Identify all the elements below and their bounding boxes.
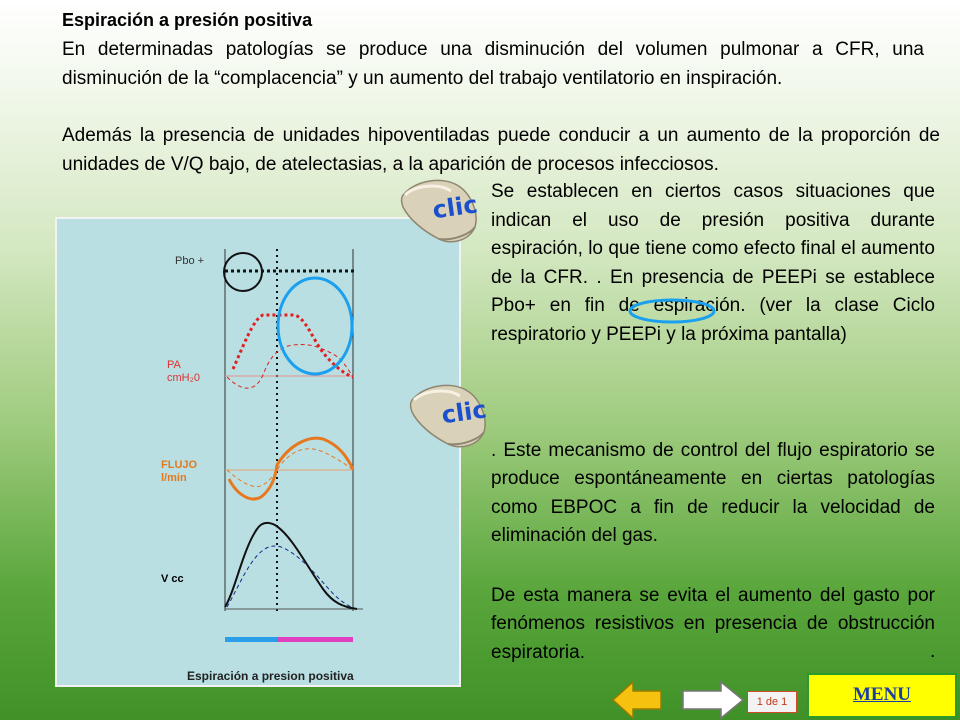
paragraph-conclusion: De esta manera se evita el aumento del gasto por fenómenos resistivos en presencia de obstrucción espiratoria. <box>491 585 935 663</box>
paragraph-flow-control: . Este mecanismo de control del flujo espiratorio se produce espontáneamente en ciertas patologías como EBPOC a fin de reducir la velocidad de eliminación del gas. <box>491 440 935 547</box>
pa-label-text: PA <box>167 359 181 371</box>
paragraph-intro: En determinadas patologías se produce una disminución del volumen pulmonar a CFR, una disminución de la “complacencia” y un aumento del trabajo ventilatorio en inspiración. <box>62 39 924 89</box>
expiration-phase-bar <box>277 637 353 642</box>
previous-slide-button[interactable] <box>611 680 663 720</box>
pa-peep-highlight-oval <box>278 278 352 374</box>
clic-label: clic <box>439 395 489 430</box>
clic-button-1[interactable] <box>395 173 485 253</box>
flow-label-text: FLUJO <box>161 459 198 471</box>
volume-label: V cc <box>161 573 184 585</box>
volume-peep-curve <box>225 523 357 609</box>
arrow-left-icon <box>611 680 663 720</box>
mouse-icon <box>404 378 494 458</box>
next-slide-button[interactable] <box>681 680 745 720</box>
pa-unit-text: cmH₂0 <box>167 372 200 384</box>
flow-label <box>161 459 197 485</box>
end-mark: . <box>930 641 936 662</box>
paragraph-positive-pressure: Se establecen en ciertos casos situaciones que indican el uso de presión positiva durante espiración, lo que tiene como efecto final el aumento de la CFR. . En presencia de PEEPi se establece Pbo+ en fin de espiración. (ver la clase Ciclo respiratorio y PEEPi y la próxima pantalla) <box>491 181 935 345</box>
slide-title: Espiración a presión positiva <box>62 10 313 30</box>
arrow-right-icon <box>681 680 745 720</box>
paragraph-hypoventilation: Además la presencia de unidades hipoventiladas puede conducir a un aumento de la proporción de unidades de V/Q bajo, de atelectasias, a la aparición de procesos infecciosos. <box>62 125 940 175</box>
clic-button-2[interactable] <box>404 378 494 458</box>
flow-peep-curve <box>229 438 353 499</box>
page-counter: 1 de 1 <box>747 691 797 713</box>
pbo-label: Pbo + <box>175 255 205 267</box>
clic-label: clic <box>430 190 480 225</box>
menu-button[interactable]: MENU <box>807 673 957 718</box>
volume-normal-curve <box>227 546 357 609</box>
figure-caption: Espiración a presion positiva <box>187 669 354 683</box>
pressure-flow-volume-figure <box>55 217 461 687</box>
flow-normal-curve <box>227 449 353 487</box>
inline-highlight-oval <box>626 296 718 326</box>
mouse-icon <box>395 173 485 253</box>
inspiration-phase-bar <box>225 637 277 642</box>
pa-label <box>167 359 200 385</box>
waveform-diagram <box>57 219 463 689</box>
flow-unit-text: l/min <box>161 472 187 484</box>
